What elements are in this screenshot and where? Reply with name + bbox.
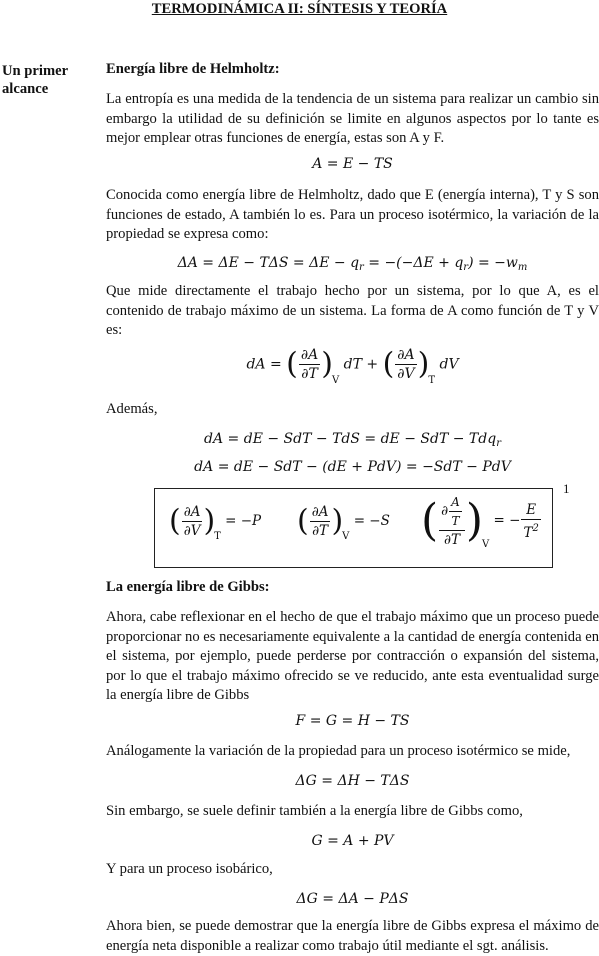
gibbs-paragraph-3: Sin embargo, se suele definir también a la energía libre de Gibbs como,	[106, 803, 523, 819]
gibbs-isothermal-equation: ΔG = ΔH − TΔS	[295, 773, 410, 789]
gibbs-paragraph-2: Análogamente la variación de la propiedad para un proceso isotérmico se mide,	[106, 743, 571, 759]
gibbs-paragraph-4: Y para un proceso isobárico,	[106, 861, 273, 877]
helmholtz-paragraph-2: Conocida como energía libre de Helmholtz, dado que E (energía interna), T y S son funciones de estado, A también lo es. Para un proceso isotérmico, la variación de la propiedad se expresa como:	[106, 187, 599, 242]
gibbs-heading: La energía libre de Gibbs:	[106, 579, 270, 595]
relation-gibbs-helmholtz: ( ∂ $\frac{A}{T}$ ∂T )$_V$ = − $\frac{E}{T^2}$	[421, 495, 539, 550]
ademas-text: Además,	[106, 401, 158, 417]
page-title: TERMODINÁMICA II: SÍNTESIS Y TEORÍA	[151, 1, 448, 17]
gibbs-isobaric-equation: ΔG = ΔA − PΔS	[296, 891, 409, 907]
helmholtz-definition-equation: A = E − TS	[312, 156, 393, 172]
total-differential-equation: dA = ( $\frac{\partial A}{\partial T}$ )$_V$ dT + ( $\frac{\partial A}{\partial V}$ )$_T$ dV	[246, 346, 459, 386]
gibbs-alternate-equation: G = A + PV	[311, 833, 394, 849]
differential-equation-line-1: dA = dE − SdT − TdS = dE − SdT − Tdq$_r$	[204, 431, 501, 449]
helmholtz-isothermal-equation: $\Delta A = \Delta E - T\Delta S = \Delta E - q_r = -(-\Delta E + q_r) = -w_m$	[177, 255, 528, 273]
helmholtz-paragraph-1: La entropía es una medida de la tendencia de un sistema para realizar un cambio sin embargo la utilidad de su definición se limite en algunos aspectos por lo tante es mejor emplear otras funciones de energía, estas son A y F.	[106, 91, 599, 146]
relation-dA-dV: ( $\frac{\partial A}{\partial V}$ )$_T = -P$	[169, 503, 262, 542]
gibbs-paragraph-5: Ahora bien, se puede demostrar que la energía libre de Gibbs expresa el máximo de energía neta disponible a realizar como trabajo útil mediante el sgt. análisis.	[106, 918, 599, 954]
gibbs-paragraph-1: Ahora, cabe reflexionar en el hecho de que el trabajo máximo que un proceso puede proporcionar no es necesariamente equivalente a la cantidad de energía contenida en el sistema, por ejemplo, puede perderse por contracción o expansión del sistema, por lo que el trabajo máximo ofrecido se ve reducido, ante esta eventualidad surge la energía libre de Gibbs	[106, 609, 599, 703]
differential-equation-line-2: dA = dE − SdT − (dE + PdV) = −SdT − PdV	[194, 459, 511, 475]
footnote-mark: 1	[563, 481, 570, 496]
relation-dA-dT: ( $\frac{\partial A}{\partial T}$ )$_V = -S$	[297, 503, 390, 542]
gibbs-definition-equation: F = G = H − TS	[295, 713, 410, 729]
helmholtz-heading: Energía libre de Helmholtz:	[106, 61, 280, 77]
margin-heading: Un primer alcance	[2, 63, 68, 97]
maxwell-relations-box	[154, 488, 553, 568]
helmholtz-paragraph-3: Que mide directamente el trabajo hecho por un sistema, por lo que A, es el contenido de trabajo máximo de un sistema. La forma de A como función de T y V es:	[106, 283, 599, 338]
